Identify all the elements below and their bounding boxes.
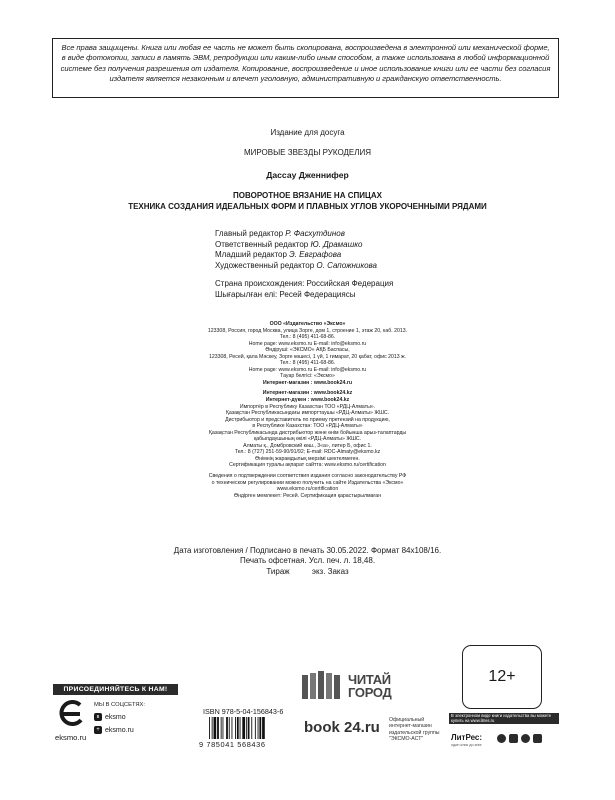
publisher-line: Дистрибьютор и представитель по приему претензий на продукцию,: [225, 416, 390, 423]
book-subtitle: ТЕХНИКА СОЗДАНИЯ ИДЕАЛЬНЫХ ФОРМ И ПЛАВНЫХ УГЛОВ УКОРОЧЕННЫМИ РЯДАМИ: [128, 202, 487, 211]
barcode-bar: [226, 717, 228, 739]
staff-line: Художественный редактор О. Сапожникова: [215, 260, 378, 270]
publisher-line: Интернет-дүкен : www.book24.kz: [265, 397, 350, 404]
book24-logo: book 24.ru: [304, 719, 380, 736]
barcode-bar: [240, 717, 241, 739]
eksmo-site[interactable]: eksmo.ru: [55, 733, 87, 742]
book-title: ПОВОРОТНОЕ ВЯЗАНИЕ НА СПИЦАХ: [233, 191, 382, 200]
apple-icon: [497, 734, 506, 743]
monitor-icon: [533, 734, 542, 743]
android-icon: [509, 734, 518, 743]
barcode-bar: [262, 717, 265, 739]
barcode-bar: [232, 717, 233, 739]
barcode-bar: [214, 717, 217, 739]
publisher-line: Тел.: 8 (727) 251-59-90/91/92; E-mail: RDC-Almaty@eksmo.kz: [234, 449, 381, 456]
publisher-line: Өндіруші: «ЭКСМО» АҚБ Баспасы,: [265, 347, 350, 354]
print-info: Дата изготовления / Подписано в печать 30.05.2022. Формат 84x108/16. Печать офсетная. Усл. печ. л. 18,48. Тираж экз. Заказ: [173, 546, 442, 576]
ok-icon: +: [94, 726, 102, 734]
barcode-bar: [248, 717, 250, 739]
publisher-line: Тауар белгісі: «Эксмо»: [280, 373, 335, 380]
barcode-bar: [259, 717, 261, 739]
vk-icon: в: [94, 713, 102, 721]
barcode-bar: [255, 717, 256, 739]
store-icons: [497, 734, 542, 743]
barcode-bar: [251, 717, 252, 739]
chitai-gorod-book-icon: [302, 671, 344, 701]
book24-description: Официальный интернет-магазин издательской группы "ЭКСМО-АСТ": [389, 717, 440, 743]
barcode-bar: [209, 717, 210, 739]
barcode-bar: [212, 717, 213, 739]
copyright-notice: Все права защищены. Книга или любая ее часть не может быть скопирована, воспроизведена в электронной или механической форме, в виде фотокопии, записи в память ЭВМ, репродукции или каким-либо иным способом, а также использована в любой информационной системе без получения разрешения от издателя. Копирование, воспроизведение и иное использование книги или ее части без согласия издателя является незаконным и влечет уголовную, административную и гражданскую ответственность.: [52, 38, 559, 98]
staff-line: Главный редактор Р. Фасхутдинов: [215, 229, 345, 238]
barcode-bar: [217, 717, 219, 739]
publisher-line: www.eksmo.ru/certification: [276, 486, 339, 493]
barcode-bar: [221, 717, 222, 739]
age-rating-badge: 12+: [462, 645, 542, 709]
editorial-staff: [215, 229, 377, 271]
book-author: Дассау Дженнифер: [266, 170, 349, 180]
publisher-line: Интернет-магазин : www.book24.ru: [262, 379, 353, 386]
publisher-line: Импортёр в Республику Казахстан ТОО «РДЦ-Алматы».: [239, 403, 376, 410]
windows-icon: [521, 734, 530, 743]
publisher-line: Тел.: 8 (495) 411-68-86.: [279, 334, 336, 341]
social-header: МЫ В СОЦСЕТЯХ:: [94, 702, 146, 708]
publisher-line: ООО «Издательство «Эксмо»: [269, 321, 346, 327]
social-vk[interactable]: в eksmo: [94, 713, 126, 721]
barcode-digits: 9 785041 568436: [199, 740, 266, 749]
publisher-line: Home page: www.eksmo.ru E-mail: info@eksmo.ru: [248, 340, 367, 347]
barcode-image: [209, 717, 284, 739]
litres-logo: ЛитРес:: [451, 733, 483, 742]
ebook-banner: В электронном виде книги издательства вы можете купить на www.litres.ru: [449, 713, 559, 724]
publisher-line: Өндірген мемлекет: Ресей. Сертификация қарастырылмаған: [233, 492, 382, 499]
staff-line: Ответственный редактор Ю. Драмашко: [215, 239, 363, 249]
publisher-line: Қазақстан Республикасында дистрибьютор және өнім бойынша арыз-талаптарды: [208, 429, 407, 436]
barcode-bar: [246, 717, 247, 739]
barcode-bar: [235, 717, 236, 739]
publisher-line: Өнімнің жарамдылық мерзімі шектелмеген.: [255, 455, 360, 462]
publisher-line: 123308, Ресей, қала Мәскеу, Зорге көшесі, 1 үй, 1 ғимарат, 20 қабат, офис 2013 ж.: [208, 353, 407, 360]
publisher-line: Тел.: 8 (495) 411-68-86.: [279, 360, 336, 367]
publisher-line: қабылдаушының өкілі «РДЦ-Алматы» ЖШС.: [253, 436, 362, 443]
country-of-origin: Страна происхождения: Российская Федерация Шығарылған елі: Ресей Федерациясы: [215, 279, 394, 299]
chitai-gorod-logo: ЧИТАЙ ГОРОД: [302, 669, 410, 703]
publisher-line: Интернет-магазин : www.book24.kz: [262, 390, 353, 397]
litres-tagline: один клик до книг: [451, 743, 482, 747]
barcode-bar: [223, 717, 224, 739]
barcode-bar: [229, 717, 230, 739]
barcode-bar: [237, 717, 239, 739]
join-us-banner: ПРИСОЕДИНЯЙТЕСЬ К НАМ!: [53, 684, 178, 695]
barcode-bar: [242, 717, 245, 739]
publisher-line: Сертификация туралы ақпарат сайтта: www.eksmo.ru/certification: [229, 462, 386, 469]
series-name: МИРОВЫЕ ЗВЕЗДЫ РУКОДЕЛИЯ: [243, 148, 372, 157]
publisher-line: Сведения о подтверждении соответствия издания согласно законодательству РФ: [208, 473, 407, 480]
publisher-details: [190, 321, 425, 499]
barcode-bar: [258, 717, 259, 739]
eksmo-logo-icon: [56, 699, 86, 729]
publisher-line: Алматы қ., Домбровский көш., 3«а», литер Б, офис 1.: [243, 442, 372, 449]
publisher-line: в Республике Казахстан: ТОО «РДЦ-Алматы»: [252, 423, 363, 430]
publisher-line: Қазақстан Республикасындағы импорттаушы «РДЦ-Алматы» ЖШС.: [225, 410, 390, 417]
publisher-line: Home page: www.eksmo.ru E-mail: info@eksmo.ru: [248, 366, 367, 373]
social-ok[interactable]: + eksmo.ru: [94, 726, 134, 734]
isbn: ISBN 978-5-04-156843-6: [203, 707, 284, 716]
publisher-line: 123308, Россия, город Москва, улица Зорге, дом 1, строение 1, этаж 20, каб. 2013.: [207, 327, 408, 334]
publisher-line: о техническом регулировании можно получить на сайте Издательства «Эксмо»: [211, 479, 404, 486]
edition-type: Издание для досуга: [270, 128, 345, 137]
staff-line: Младший редактор Э. Евграфова: [215, 250, 342, 260]
